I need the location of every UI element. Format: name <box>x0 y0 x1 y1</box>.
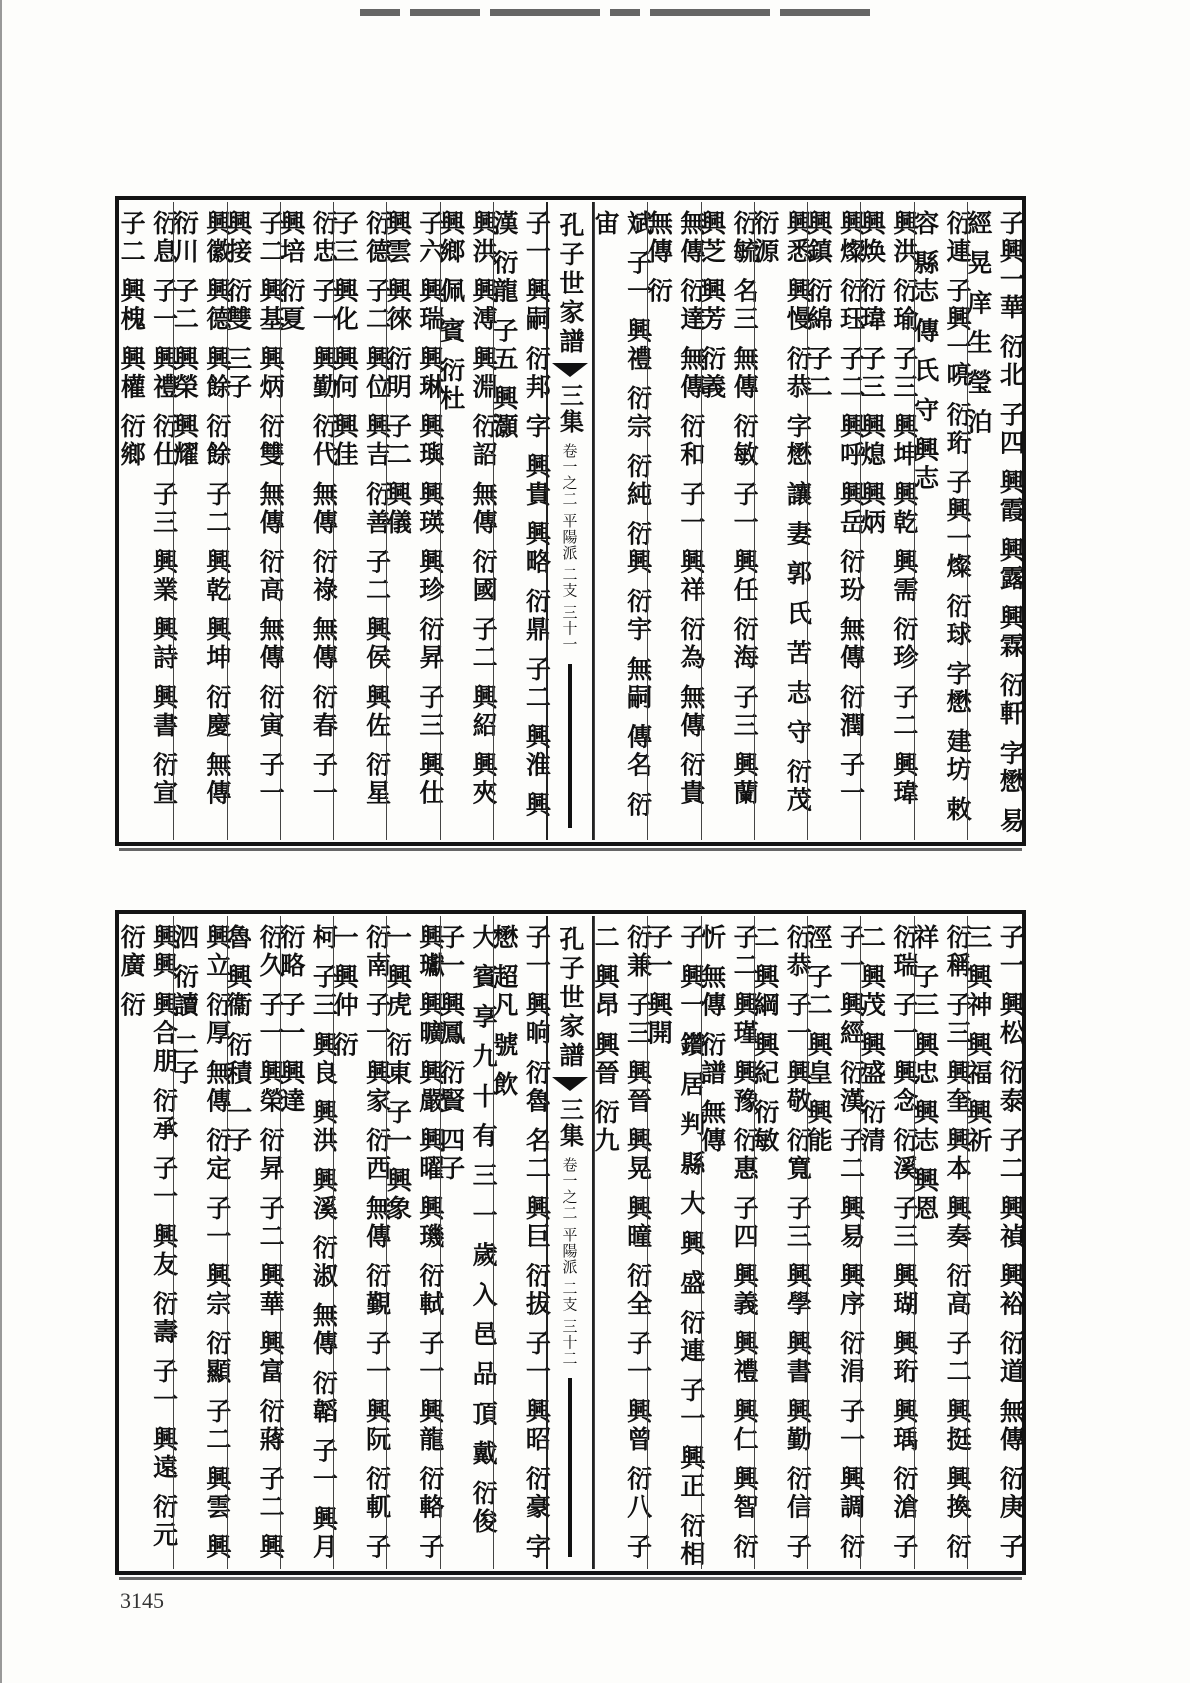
entry-text: 衍毓 名三 無傳 衍敏 子一 興任 衍海 子三 興蘭 興芝 興芳 衍義 <box>697 210 760 808</box>
entry-text: 大 賓 享 九 十 有 三 一 歲 入 邑 品 頂 戴 衍俊 子一 興鳳 衍賢 四子 <box>436 924 499 1536</box>
entry-text: 衍息 子一 興禮 衍仕 子三 興業 興詩 興書 衍宣 子二 興槐 興權 衍鄉 <box>117 210 179 808</box>
book-center-fold <box>546 202 594 840</box>
fold-bar <box>568 664 572 828</box>
entry-column <box>330 916 392 1569</box>
entry-text: 子二 興瑾 興豫 衍惠 子四 興義 興禮 興仁 興智 衍忻 無傳 衍譜 無傳 <box>697 924 760 1562</box>
entry-text: 興燦 衍珏 子二 興呼 興岳 衍玢 無傳 衍潤 子一 興鎮 衍綿 子二 <box>804 210 866 808</box>
entry-column <box>591 202 653 840</box>
entry-text: 無傳 衍達 無傳 衍和 子一 興祥 衍為 無傳 衍貴 無傳 衍 <box>644 210 706 808</box>
entry-column <box>857 916 919 1569</box>
section-label: 卷一之二 平陽派 二支 三十一 <box>560 443 579 653</box>
entry-text: 子六 興瑞 興琳 興璵 興瑛 興珍 衍昇 子三 興仕 興雲 興徠 衍明 子二 興儀 <box>383 210 445 808</box>
entry-text: 衍德 子二 興位 興吉 衍善 子二 興侯 興佐 衍星 子三 興化 興何 興佳 <box>330 210 392 808</box>
entry-text: 子 興一 鑽 居 判 縣 大 興 盛 衍連 子一 興正 衍相 子一 興開 <box>644 924 706 1569</box>
entry-column <box>330 202 392 840</box>
fishtail-mark <box>552 1077 588 1091</box>
entry-text: 衍瑞 子一 興念 衍溪 子三 興瑚 興珩 興瑀 衍滄 子二 興茂 興盛 衍清 <box>857 924 919 1562</box>
entry-column <box>117 202 179 840</box>
page-edge-rule <box>0 0 2 1683</box>
entry-column <box>223 202 286 840</box>
entry-text: 子一 興晌 衍魯 名二 興巨 衍拔 子一 興昭 衍豪 字懋 超凡 號 飲 <box>489 924 552 1562</box>
entry-text: 興興 興合朋 衍承 子一 興友 衍壽 子一 興遠 衍元 衍廣 衍 <box>117 924 179 1550</box>
entry-column <box>644 202 706 840</box>
entry-text: 衍兼 子三 興晉 興晃 興曈 衍全 子一 興曾 衍八 子二 興昂 興晉 衍九 <box>591 924 653 1562</box>
entry-text: 衍恭 子一 興敬 衍寬 子三 興學 興書 興勤 衍信 子二 興綱 興紀 衍敏 <box>750 924 813 1562</box>
book-title: 孔子世家譜 <box>556 212 585 357</box>
entry-column <box>436 202 499 840</box>
entry-text: 衍忠 子一 興勤 衍代 無傳 衍祿 無傳 衍春 子一 興培 衍夏 <box>276 210 339 808</box>
entry-text: 衍連 子興一喨 衍珩 子興一燦 衍球 字懋 建坊 敕容 縣志 傳 氏 守 興志 <box>910 210 973 824</box>
entry-text: 子興一華 衍北 子四 興霞 興露 興霖 衍軒 字懋 易 經 晃 庠 生 瑩 泊 <box>963 210 1026 836</box>
volume-label: 三集 <box>555 1097 585 1149</box>
entry-column <box>963 202 1026 840</box>
entry-text: 興悉 興慢 衍恭 字懋 讓 妻 郭 氏 苦 志 守 衍茂 衍源 <box>750 210 813 815</box>
entry-column <box>276 202 339 840</box>
entry-column <box>489 202 552 840</box>
page-number: 3145 <box>120 1588 164 1613</box>
entry-text: 柯 子三 興良 興洪 興溪 衍淑 無傳 衍韜 子一 興月 衍略 子一 興達 <box>276 924 339 1562</box>
entry-text: 興徽 興德 興餘 衍餘 子二 興乾 興坤 衍慶 無傳 衍川 子二 興榮 興耀 <box>170 210 232 808</box>
volume-label: 三集 <box>555 383 585 435</box>
entry-text: 興立 衍厚 無傳 衍定 子一 興宗 衍顯 子二 興雲 興泗 衍讀 二子 <box>170 924 232 1562</box>
entry-column <box>804 202 866 840</box>
entry-text: 衍稱 子三 興奎 興本 興奏 衍高 子二 興挺 興換 衍祥 子三 興忠 興志 興恩 <box>910 924 973 1562</box>
top-print-residue <box>360 4 930 20</box>
entry-column <box>276 916 339 1569</box>
entry-column <box>489 916 552 1569</box>
fishtail-mark <box>552 363 588 377</box>
entry-column <box>436 916 499 1569</box>
entry-text: 子一 興經 衍漢 子二 興易 興序 衍涓 子一 興調 衍涇 子二 興皇 興能 <box>804 924 866 1562</box>
section-label: 卷一之二 平陽派 二支 三十二 <box>560 1157 579 1367</box>
entry-text: 衍南 子一 興家 衍西 無傳 衍覲 子一 興阮 衍軏 子一 興仲 衍 <box>330 924 392 1562</box>
entry-column <box>644 916 706 1569</box>
entry-text: 衍久 子一 興榮 衍昇 子二 興華 興富 衍蔣 子二 興魯 興衞 衍積 一子 <box>223 924 286 1562</box>
entry-column <box>857 202 919 840</box>
entry-column <box>170 202 232 840</box>
entry-text: 子二 興基 興炳 衍雙 無傳 衍高 無傳 衍寅 子一 興接 衍雙 三子 <box>223 210 286 808</box>
entry-column <box>697 202 760 840</box>
entry-column <box>697 916 760 1569</box>
entry-column <box>383 202 445 840</box>
upper-page-block <box>115 196 1026 846</box>
book-title: 孔子世家譜 <box>556 926 585 1071</box>
entry-column <box>910 202 973 840</box>
lower-page-block <box>115 910 1026 1575</box>
entry-column <box>750 202 813 840</box>
entry-text: 斌 子一 興禮 衍宗 衍純 衍興 衍宇 無嗣 傳名 衍宙 <box>591 210 653 820</box>
entry-column <box>223 916 286 1569</box>
entry-text: 興瓛 興曠 興嚴 興曜 興璣 衍軾 子一 興龍 衍輅 子一 興虎 衍東 子一 興象 <box>383 924 445 1562</box>
entry-column <box>750 916 813 1569</box>
entry-text: 興洪 衍瑜 子三 興坤 興乾 興需 衍珍 子二 興瑋 興焕 衍瑋 子三 興熄 興炳 <box>857 210 919 808</box>
entry-text: 興洪 興溥 興淵 衍詔 無傳 衍國 子二 興紹 興夾 興鄉 佩 賓 衍杜 <box>436 210 499 808</box>
entry-column <box>383 916 445 1569</box>
entry-text: 子一 興嗣 衍邦 字 興貴 興略 衍鼎 子二 興淮 興漢 衍龍 子五 興灝 <box>489 210 552 820</box>
entry-text: 子一 興松 衍泰 子二 興禎 興裕 衍道 無傳 衍庚 子三 興神 興福 興祈 <box>963 924 1026 1562</box>
entry-column <box>591 916 653 1569</box>
fold-bar <box>568 1378 572 1557</box>
book-center-fold <box>546 916 594 1569</box>
entry-column <box>963 916 1026 1569</box>
entry-column <box>804 916 866 1569</box>
entry-column <box>910 916 973 1569</box>
entry-column <box>170 916 232 1569</box>
entry-column <box>117 916 179 1569</box>
